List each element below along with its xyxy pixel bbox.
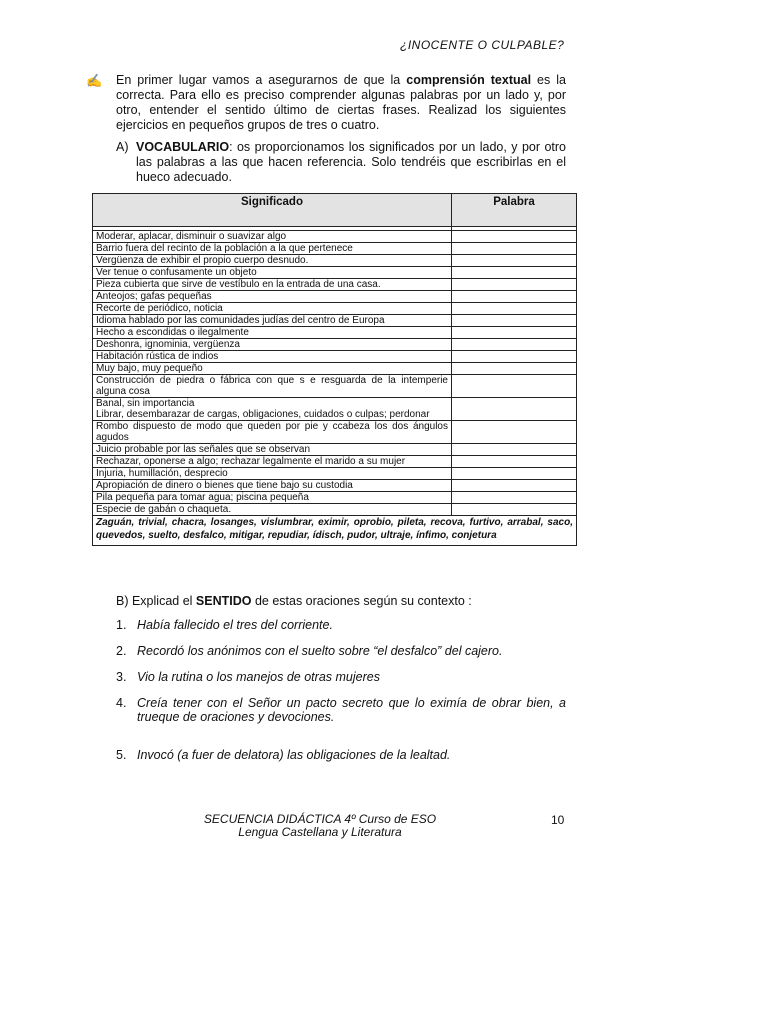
table-row bbox=[93, 339, 577, 351]
section-a-text bbox=[136, 140, 566, 185]
word-answer-cell[interactable] bbox=[452, 327, 577, 339]
meaning-cell: Recorte de periódico, noticia bbox=[93, 303, 452, 315]
intro-text bbox=[116, 73, 566, 133]
table-row bbox=[93, 255, 577, 267]
sentence-text: Invocó (a fuer de delatora) las obligaciones de la lealtad. bbox=[137, 748, 451, 762]
sentence-number: 1. bbox=[116, 618, 127, 632]
section-b-instruction bbox=[116, 594, 472, 608]
column-header-significado: Significado bbox=[93, 194, 452, 227]
sentence-text: Vio la rutina o los manejos de otras mujeres bbox=[137, 670, 380, 684]
word-answer-cell[interactable] bbox=[452, 339, 577, 351]
footer-line-1: SECUENCIA DIDÁCTICA 4º Curso de ESO bbox=[203, 812, 437, 826]
meaning-cell: Rechazar, oponerse a algo; rechazar legalmente el marido a su mujer bbox=[93, 456, 452, 468]
word-answer-cell[interactable] bbox=[452, 492, 577, 504]
sentence-item bbox=[116, 670, 566, 684]
table-row bbox=[93, 468, 577, 480]
word-answer-cell[interactable] bbox=[452, 398, 577, 421]
sentence-number: 4. bbox=[116, 696, 127, 710]
meaning-cell: Hecho a escondidas o ilegalmente bbox=[93, 327, 452, 339]
word-answer-cell[interactable] bbox=[452, 231, 577, 243]
meaning-cell: Anteojos; gafas pequeñas bbox=[93, 291, 452, 303]
sentence-item bbox=[116, 696, 566, 724]
word-answer-cell[interactable] bbox=[452, 504, 577, 516]
table-row bbox=[93, 351, 577, 363]
vocabulary-table-body bbox=[93, 227, 577, 546]
section-b-bold: SENTIDO bbox=[195, 594, 252, 608]
word-answer-cell[interactable] bbox=[452, 444, 577, 456]
meaning-cell: Muy bajo, muy pequeño bbox=[93, 363, 452, 375]
table-row bbox=[93, 315, 577, 327]
writing-hand-icon: ✍ bbox=[86, 73, 103, 88]
sentence-item bbox=[116, 644, 566, 658]
meaning-cell: Banal, sin importancia Librar, desembarazar de cargas, obligaciones, cuidados o culpas; perdonar bbox=[93, 398, 452, 421]
meaning-cell: Juicio probable por las señales que se observan bbox=[93, 444, 452, 456]
word-answer-cell[interactable] bbox=[452, 267, 577, 279]
meaning-cell: Especie de gabán o chaqueta. bbox=[93, 504, 452, 516]
word-answer-cell[interactable] bbox=[452, 468, 577, 480]
intro-text-pre: En primer lugar vamos a asegurarnos de que la bbox=[116, 73, 407, 87]
table-row bbox=[93, 375, 577, 398]
intro-paragraph bbox=[86, 73, 566, 133]
table-row bbox=[93, 456, 577, 468]
table-row bbox=[93, 303, 577, 315]
word-answer-cell[interactable] bbox=[452, 421, 577, 444]
section-b-post: de estas oraciones según su contexto : bbox=[251, 594, 472, 608]
section-a-bold: VOCABULARIO bbox=[136, 140, 230, 154]
meaning-cell: Deshonra, ignominia, vergüenza bbox=[93, 339, 452, 351]
meaning-cell: Rombo dispuesto de modo que queden por pie y ccabeza los dos ángulos agudos bbox=[93, 421, 452, 444]
page-header-title: ¿INOCENTE O CULPABLE? bbox=[400, 38, 565, 52]
word-list-row bbox=[93, 516, 577, 546]
word-answer-cell[interactable] bbox=[452, 243, 577, 255]
meaning-cell: Construcción de piedra o fábrica con que s e resguarda de la intemperie alguna cosa bbox=[93, 375, 452, 398]
sentence-list bbox=[116, 618, 566, 774]
vocabulary-table bbox=[92, 193, 577, 546]
sentence-text: Recordó los anónimos con el suelto sobre “el desfalco” del cajero. bbox=[137, 644, 503, 658]
sentence-text: Había fallecido el tres del corriente. bbox=[137, 618, 333, 632]
word-answer-cell[interactable] bbox=[452, 315, 577, 327]
sentence-number: 2. bbox=[116, 644, 127, 658]
meaning-cell: Moderar, aplacar, disminuir o suavizar algo bbox=[93, 231, 452, 243]
word-answer-cell[interactable] bbox=[452, 456, 577, 468]
sentence-number: 5. bbox=[116, 748, 127, 762]
table-row bbox=[93, 504, 577, 516]
table-row bbox=[93, 267, 577, 279]
meaning-cell: Apropiación de dinero o bienes que tiene bajo su custodia bbox=[93, 480, 452, 492]
meaning-cell: Pila pequeña para tomar agua; piscina pequeña bbox=[93, 492, 452, 504]
section-a-label: A) bbox=[116, 140, 129, 154]
meaning-cell: Pieza cubierta que sirve de vestíbulo en la entrada de una casa. bbox=[93, 279, 452, 291]
table-row bbox=[93, 243, 577, 255]
table-row bbox=[93, 480, 577, 492]
footer-line-2: Lengua Castellana y Literatura bbox=[238, 825, 402, 839]
word-answer-cell[interactable] bbox=[452, 363, 577, 375]
sentence-item bbox=[116, 618, 566, 632]
word-answer-cell[interactable] bbox=[452, 279, 577, 291]
word-answer-cell[interactable] bbox=[452, 303, 577, 315]
table-row bbox=[93, 444, 577, 456]
section-a-rest: : os proporcionamos los significados por un lado, y por otro las palabras a las que hacen referencia. Solo tendréis que escribirlas en el hueco adecuado. bbox=[136, 140, 566, 184]
table-row bbox=[93, 279, 577, 291]
table-row bbox=[93, 492, 577, 504]
word-answer-cell[interactable] bbox=[452, 291, 577, 303]
sentence-text: Creía tener con el Señor un pacto secreto que lo eximía de obrar bien, a trueque de oraciones y devociones. bbox=[137, 696, 566, 724]
table-row bbox=[93, 398, 577, 421]
column-header-palabra: Palabra bbox=[452, 194, 577, 227]
word-answer-cell[interactable] bbox=[452, 255, 577, 267]
sentence-number: 3. bbox=[116, 670, 127, 684]
section-b-pre: B) Explicad el bbox=[116, 594, 196, 608]
word-answer-cell[interactable] bbox=[452, 351, 577, 363]
meaning-cell: Vergüenza de exhibir el propio cuerpo desnudo. bbox=[93, 255, 452, 267]
sentence-item bbox=[116, 748, 566, 762]
table-row bbox=[93, 327, 577, 339]
meaning-cell: Idioma hablado por las comunidades judías del centro de Europa bbox=[93, 315, 452, 327]
meaning-cell: Ver tenue o confusamente un objeto bbox=[93, 267, 452, 279]
meaning-cell: Injuria, humillación, desprecio bbox=[93, 468, 452, 480]
word-answer-cell[interactable] bbox=[452, 375, 577, 398]
table-row bbox=[93, 291, 577, 303]
table-row bbox=[93, 421, 577, 444]
intro-text-bold: comprensión textual bbox=[406, 73, 532, 87]
word-answer-cell[interactable] bbox=[452, 480, 577, 492]
section-a bbox=[116, 140, 566, 185]
footer bbox=[150, 813, 490, 839]
meaning-cell: Habitación rústica de indios bbox=[93, 351, 452, 363]
table-row bbox=[93, 231, 577, 243]
table-row bbox=[93, 363, 577, 375]
word-list: Zaguán, trivial, chacra, losanges, vislumbrar, eximir, oprobio, pileta, recova, furtivo, arrabal, saco, quevedos, suelto, desfalco, mitigar, repudiar, ídisch, pudor, ultraje, ínfimo, conjetura bbox=[93, 516, 577, 546]
page-number: 10 bbox=[551, 813, 565, 827]
meaning-cell: Barrio fuera del recinto de la población a la que pertenece bbox=[93, 243, 452, 255]
intro-text-post: es la correcta. Para ello es preciso comprender algunas palabras por un lado y, por otro, entender el sentido último de ciertas frases. Realizad los siguientes ejercicios en pequeños grupos de tres o cuatro. bbox=[116, 73, 566, 132]
